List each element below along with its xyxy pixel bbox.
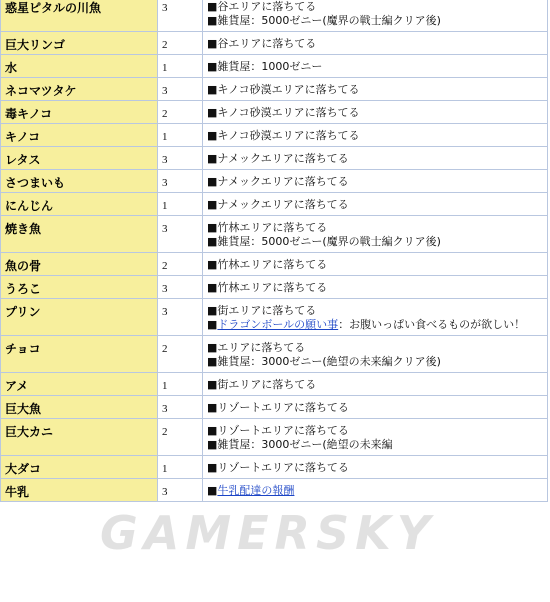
note-line [207,484,547,498]
item-quantity: 1 [158,55,202,77]
note-line: ■雑貨屋：5000ゼニー(魔界の戦士編クリア後) [207,235,441,248]
item-notes [203,396,547,418]
note-line: ■リゾートエリアに落ちてる [207,401,349,414]
item-notes [203,32,547,54]
item-quantity: 3 [158,276,202,298]
item-notes [203,276,547,298]
note-line: ■谷エリアに落ちてる [207,0,317,13]
note-link[interactable]: ドラゴンボールの願い事 [217,318,339,331]
item-table-body [1,0,547,501]
note-line [207,318,547,332]
item-name: 焼き魚 [1,216,157,252]
note-line: ■キノコ砂漠エリアに落ちてる [207,106,360,119]
note-line: ■雑貨屋：5000ゼニー(魔界の戦士編クリア後) [207,14,441,27]
item-row [1,396,547,418]
note-line: ■谷エリアに落ちてる [207,37,317,50]
item-name: 巨大リンゴ [1,32,157,54]
item-notes [203,193,547,215]
note-line: ■雑貨屋：1000ゼニー [207,60,323,73]
item-name: キノコ [1,124,157,146]
item-name: 水 [1,55,157,77]
note-line: ■ナメックエリアに落ちてる [207,175,349,188]
item-quantity: 3 [158,147,202,169]
item-quantity: 1 [158,373,202,395]
item-row [1,55,547,77]
item-notes [203,299,547,335]
item-row [1,101,547,123]
item-name: 巨大魚 [1,396,157,418]
note-line: ■街エリアに落ちてる [207,378,317,391]
item-row [1,456,547,478]
item-row [1,419,547,455]
item-name: アメ [1,373,157,395]
item-quantity: 3 [158,216,202,252]
item-row [1,216,547,252]
item-row [1,479,547,501]
item-quantity: 2 [158,419,202,455]
note-line: ■エリアに落ちてる [207,341,306,354]
item-quantity: 1 [158,456,202,478]
item-notes [203,147,547,169]
note-line: ■雑貨屋：3000ゼニー(絶望の未来編 [207,438,393,451]
item-row [1,32,547,54]
item-row [1,0,547,31]
item-quantity: 1 [158,193,202,215]
item-row [1,253,547,275]
item-notes [203,336,547,372]
item-quantity: 3 [158,78,202,100]
item-name: レタス [1,147,157,169]
item-name: チョコ [1,336,157,372]
item-name: ネコマツタケ [1,78,157,100]
item-quantity: 3 [158,479,202,501]
item-notes [203,456,547,478]
item-row [1,193,547,215]
item-quantity: 3 [158,299,202,335]
item-notes [203,479,547,501]
note-line: ■竹林エリアに落ちてる [207,281,328,294]
item-quantity: 3 [158,170,202,192]
note-line: ■リゾートエリアに落ちてる [207,461,349,474]
item-name: うろこ [1,276,157,298]
item-quantity: 1 [158,124,202,146]
item-notes [203,216,547,252]
watermark: GAMERSKY [100,506,437,560]
note-line: ■ナメックエリアに落ちてる [207,152,349,165]
note-suffix: ：お腹いっぱい食べるものが欲しい！ [338,318,526,331]
item-row [1,336,547,372]
item-name: さつまいも [1,170,157,192]
item-row [1,299,547,335]
item-row [1,373,547,395]
item-row [1,124,547,146]
note-line: ■キノコ砂漠エリアに落ちてる [207,129,360,142]
note-line: ■雑貨屋：3000ゼニー(絶望の未来編クリア後) [207,355,441,368]
item-name: 魚の骨 [1,253,157,275]
item-name: 巨大カニ [1,419,157,455]
item-name: 大ダコ [1,456,157,478]
item-quantity: 2 [158,101,202,123]
item-name: プリン [1,299,157,335]
item-notes [203,373,547,395]
note-line: ■リゾートエリアに落ちてる [207,424,349,437]
item-notes [203,0,547,31]
item-quantity: 2 [158,336,202,372]
item-notes [203,55,547,77]
item-row [1,78,547,100]
note-line: ■街エリアに落ちてる [207,304,317,317]
item-notes [203,101,547,123]
item-quantity: 2 [158,253,202,275]
item-name: にんじん [1,193,157,215]
item-notes [203,419,547,455]
note-bullet: ■ [207,318,218,331]
item-name: 毒キノコ [1,101,157,123]
item-notes [203,78,547,100]
note-line: ■キノコ砂漠エリアに落ちてる [207,83,360,96]
item-row [1,147,547,169]
item-name: 惑星ピタルの川魚 [1,0,157,31]
item-notes [203,170,547,192]
item-notes [203,253,547,275]
item-quantity: 3 [158,396,202,418]
item-name: 牛乳 [1,479,157,501]
note-line: ■竹林エリアに落ちてる [207,221,328,234]
note-line: ■竹林エリアに落ちてる [207,258,328,271]
note-line: ■ナメックエリアに落ちてる [207,198,349,211]
item-quantity: 3 [158,0,202,31]
item-row [1,170,547,192]
item-row [1,276,547,298]
item-notes [203,124,547,146]
note-bullet: ■ [207,484,218,497]
item-quantity: 2 [158,32,202,54]
note-link[interactable]: 牛乳配達の報酬 [217,484,295,497]
